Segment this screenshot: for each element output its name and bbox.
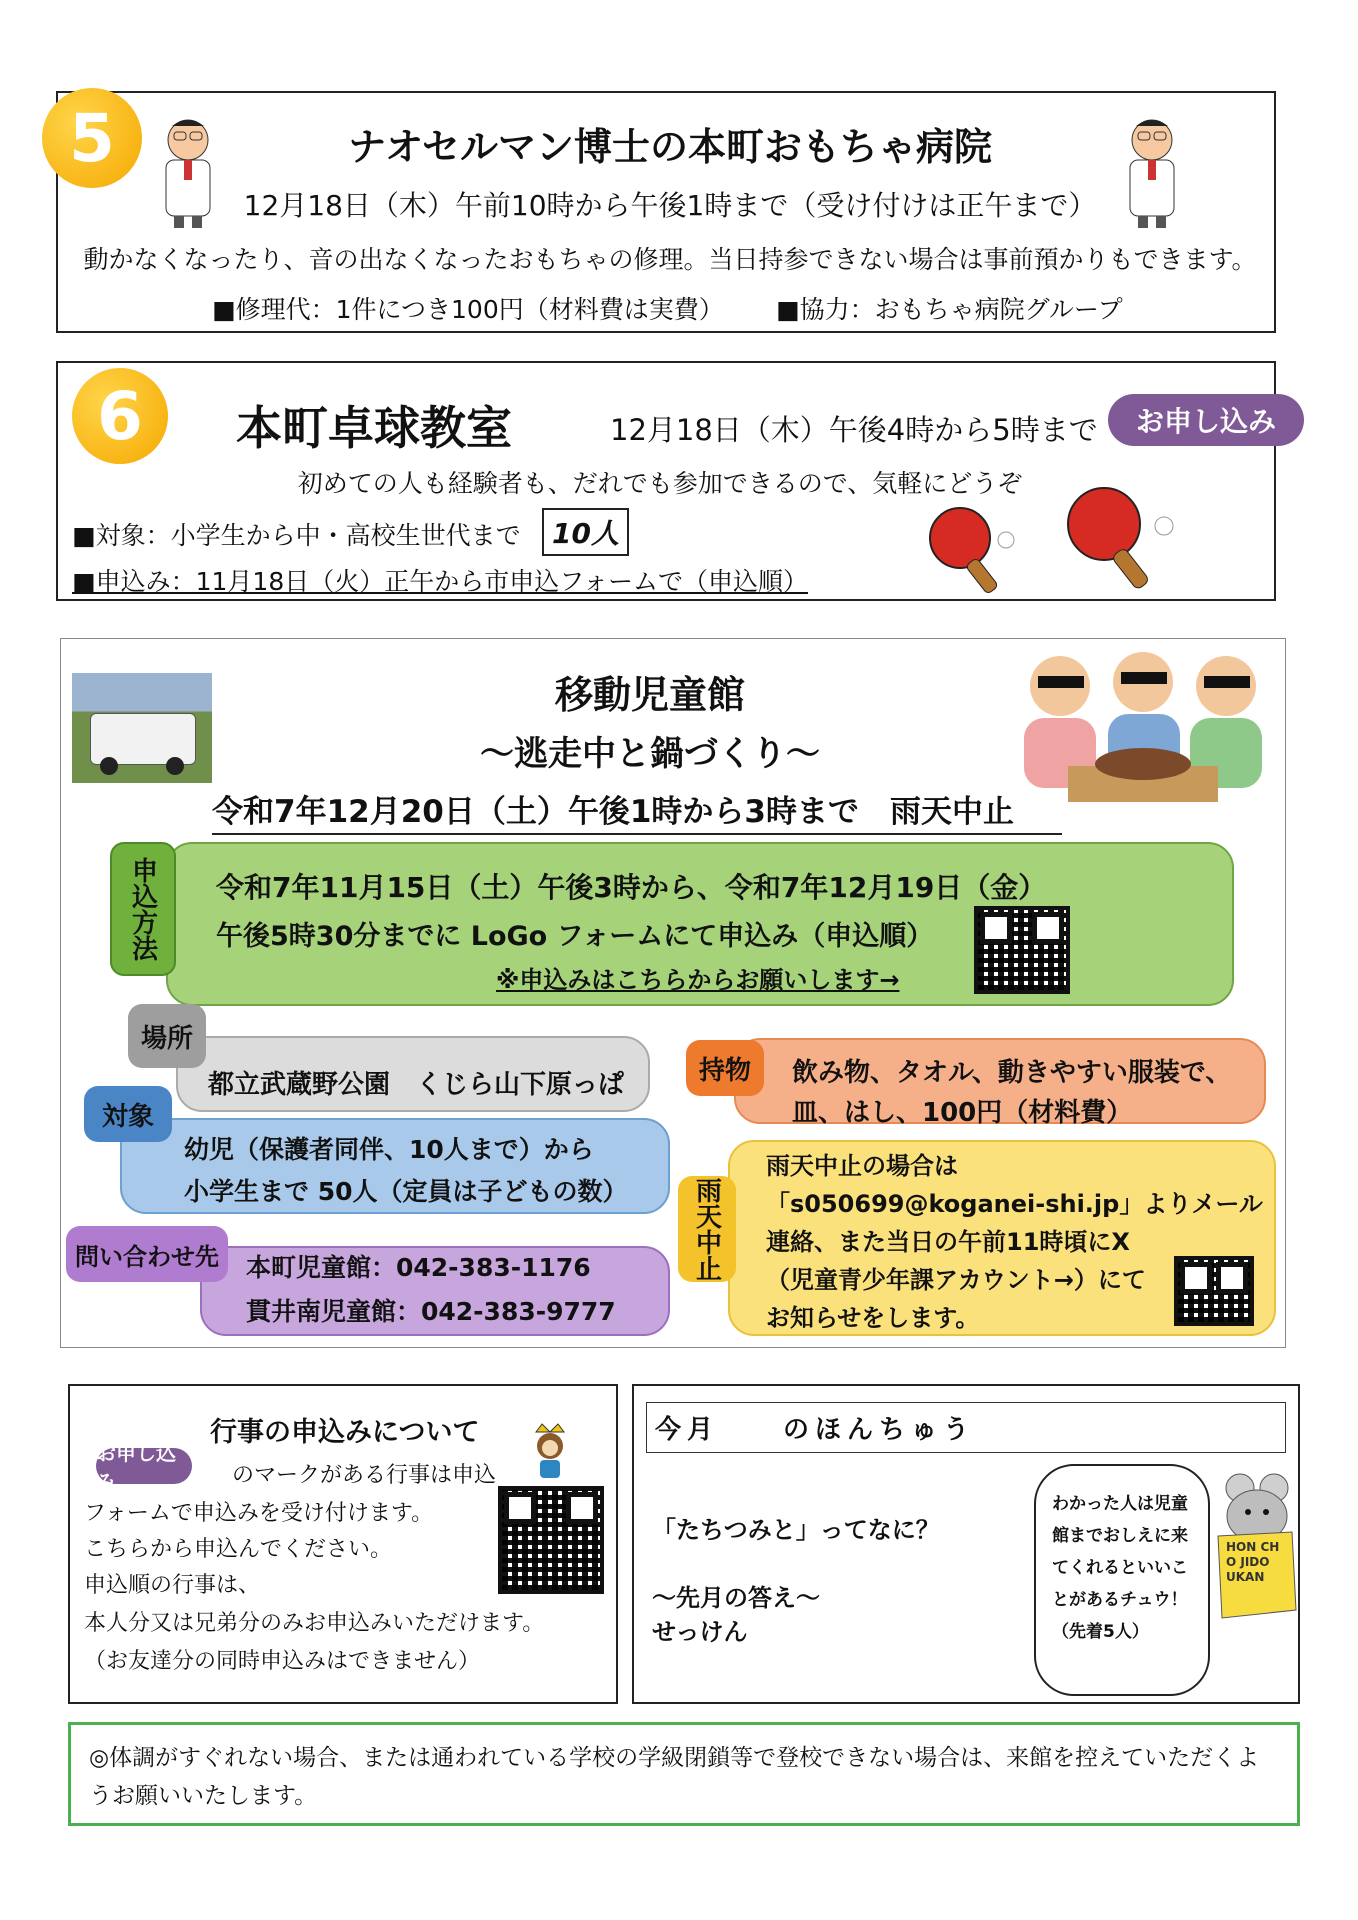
- mobile-datetime: 令和7年12月20日（土）午後1時から3時まで 雨天中止: [212, 786, 1062, 835]
- target-line1: 幼児（保護者同伴、10人まで）から: [184, 1135, 594, 1164]
- target-label: 対象: [84, 1086, 172, 1142]
- method-label: 申込方法: [110, 842, 176, 976]
- rain-label: 雨天中止: [678, 1176, 736, 1282]
- apply-info-line2: フォームで申込みを受け付けます。: [84, 1501, 434, 1526]
- section-6-application: ■申込み：11月18日（火）正午から市申込フォームで（申込順）: [72, 567, 808, 596]
- apply-info-line1: のマークがある行事は申込: [232, 1463, 497, 1488]
- bring-line1: 飲み物、タオル、動きやすい服装で、: [792, 1058, 1232, 1088]
- x-account-qr-code[interactable]: [1174, 1256, 1254, 1326]
- honchu-speech-bubble: [1034, 1464, 1210, 1696]
- bring-line2: 皿、はし、100円（材料費）: [792, 1098, 1133, 1128]
- mobile-title: 移動児童館: [554, 673, 745, 717]
- section-5-fee: ■修理代：1件につき100円（材料費は実費）: [212, 295, 724, 324]
- apply-info-line4: 申込順の行事は、: [84, 1573, 261, 1598]
- section-6-number: 6: [72, 368, 168, 464]
- honchu-prev-answer: ～先月の答え～: [652, 1584, 820, 1612]
- rain-line1: 雨天中止の場合は: [766, 1152, 958, 1180]
- van-photo: [72, 673, 212, 783]
- section-6-target: ■対象：小学生から中・高校生世代まで: [72, 521, 521, 550]
- honchu-question: 「たちつみと」ってなに？: [652, 1516, 940, 1544]
- method-line1: 令和7年11月15日（土）午後3時から、令和7年12月19日（金）: [216, 871, 1047, 904]
- section-5-partner: ■協力：おもちゃ病院グループ: [776, 295, 1123, 324]
- apply-info-title: 行事の申込みについて: [210, 1417, 480, 1448]
- apply-info-line5: 本人分又は兄弟分のみお申込みいただけます。: [84, 1611, 545, 1636]
- bring-label: 持物: [686, 1040, 764, 1096]
- ping-pong-paddle-icon-2: [1058, 482, 1178, 594]
- rain-line5: お知らせをします。: [766, 1304, 980, 1332]
- method-qr-code[interactable]: [974, 906, 1070, 994]
- section-5-datetime: 12月18日（木）午前10時から午後1時まで（受け付けは正午まで）: [243, 189, 1097, 222]
- mascot-icon: [528, 1422, 572, 1480]
- section-6-datetime: 12月18日（木）午後4時から5時まで: [610, 413, 1098, 447]
- method-link[interactable]: ※申込みはこちらからお願いします→: [496, 966, 900, 994]
- doctor-icon-right: [1112, 112, 1192, 230]
- mobile-subtitle: ～逃走中と鍋づくり～: [480, 734, 820, 774]
- section-6-title: 本町卓球教室: [236, 401, 512, 455]
- ping-pong-paddle-icon: [920, 500, 1020, 600]
- apply-info-line3: こちらから申込んでください。: [84, 1537, 393, 1562]
- apply-badge: お申し込み: [1108, 394, 1304, 446]
- rain-line4: （児童青少年課アカウント→）にて: [766, 1266, 1146, 1294]
- section-6-desc: 初めての人も経験者も、だれでも参加できるので、気軽にどうぞ: [297, 469, 1023, 498]
- place-text: 都立武蔵野公園 くじら山下原っぱ: [208, 1070, 625, 1100]
- section-6-capacity: 10人: [542, 508, 629, 556]
- method-line2: 午後5時30分までに LoGo フォームにて申込み（申込順）: [216, 921, 934, 952]
- section-5-title: ナオセルマン博士の本町おもちゃ病院: [347, 125, 993, 169]
- apply-info-line6: （お友達分の同時申込みはできません）: [84, 1649, 481, 1674]
- doctor-icon-left: [148, 112, 228, 230]
- section-5-number: 5: [42, 88, 142, 188]
- sumo-characters-illustration: [1008, 646, 1278, 806]
- place-label: 場所: [128, 1004, 206, 1068]
- apply-info-badge: お申し込み: [96, 1448, 192, 1484]
- contact-line2: 貫井南児童館：042-383-9777: [246, 1297, 616, 1326]
- honchu-bubble-text: わかった人は児童館までおしえに来てくれるといいことがあるチュウ！（先着5人）: [1052, 1494, 1188, 1642]
- contact-line1: 本町児童館：042-383-1176: [246, 1253, 591, 1282]
- contact-label: 問い合わせ先: [66, 1226, 228, 1282]
- notice-box: [68, 1722, 1300, 1826]
- honchu-answer: せっけん: [652, 1618, 748, 1646]
- honchu-book-label: HON CHO JIDO UKAN: [1226, 1540, 1280, 1584]
- rain-line3: 連絡、また当日の午前11時頃にX: [766, 1228, 1130, 1256]
- section-5-desc: 動かなくなったり、音の出なくなったおもちゃの修理。当日持参できない場合は事前預かりもできます。: [83, 245, 1257, 274]
- target-line2: 小学生まで 50人（定員は子どもの数）: [184, 1177, 628, 1206]
- apply-form-qr-code[interactable]: [498, 1486, 604, 1594]
- rain-line2: 「s050699@koganei-shi.jp」よりメール: [766, 1190, 1263, 1218]
- notice-text: ◎体調がすぐれない場合、または通われている学校の学級閉鎖等で登校できない場合は、来館を控えていただくようお願いいたします。: [89, 1745, 1260, 1809]
- honchu-title: 今月 のほんちゅう: [646, 1402, 1286, 1453]
